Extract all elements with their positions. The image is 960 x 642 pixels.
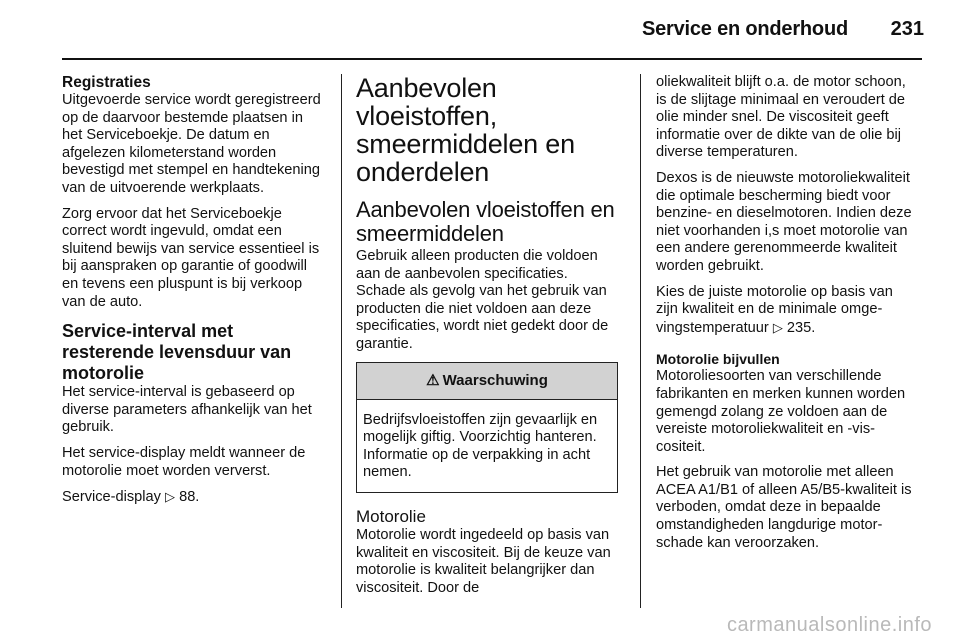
page-reference-link[interactable]: 235. bbox=[786, 319, 816, 336]
header-divider bbox=[62, 58, 922, 60]
column-divider bbox=[640, 74, 641, 608]
paragraph: Motorolie wordt ingedeeld op basis van kwaliteit en viscositeit. Bij de keuze van motorolie is kwaliteit belangrijker dan viscositeit. Door de bbox=[356, 526, 611, 596]
paragraph: Het service-display meldt wanneer de motorolie moet worden ververst. bbox=[62, 444, 306, 479]
arrow-ref-icon: ▷ bbox=[772, 319, 783, 335]
arrow-ref-icon: ▷ bbox=[165, 489, 176, 505]
watermark: carmanualsonline.info bbox=[726, 614, 932, 636]
column-divider bbox=[341, 74, 342, 608]
motorolie-heading: Motorolie bbox=[356, 506, 426, 526]
paragraph: Zorg ervoor dat het Serviceboekje correct wordt ingevuld, omdat een sluitend bewijs van service essentieel is bij aanspraken op garantie of goodwill en tevens een pluspunt is bij verkoop van de auto. bbox=[62, 205, 320, 310]
paragraph bbox=[656, 284, 918, 338]
paragraph: Uitgevoerde service wordt geregistreerd op de daarvoor bestemde plaatsen in het Serviceboekje. De datum en afgelezen kilometerstand worden bevestigd met stempel en handtekening van de uitvoerende werkplaats. bbox=[62, 92, 321, 196]
paragraph: oliekwaliteit blijft o.a. de motor schoon, is de slijtage minimaal en veroudert de olie minder snel. De viscositeit geeft informatie over de dikte van de olie bij diverse temperaturen. bbox=[656, 74, 906, 161]
page-title: Service en onderhoud bbox=[641, 18, 848, 40]
warning-box bbox=[356, 362, 618, 493]
warning-title: Waarschuwing bbox=[442, 371, 548, 389]
registraties-heading: Registraties bbox=[62, 74, 151, 91]
column-left bbox=[62, 74, 324, 515]
paragraph: Motoroliesoorten van verschillende fabrikanten en merken kunnen worden gemengd zolang ze voldoen aan de vereiste motoroliekwaliteit en -viscositeit. bbox=[656, 368, 906, 455]
section-title: Aanbevolen vloeistoffen, smeermiddelen en onderdelen bbox=[356, 73, 575, 187]
paragraph-text: Kies de juiste motorolie op basis van zijn kwaliteit en de minimale omgevingstemperatuur bbox=[656, 283, 893, 336]
page-header bbox=[0, 0, 960, 60]
paragraph: Het gebruik van motorolie met alleen ACEA A1/B1 of alleen A5/B5-kwaliteit is verboden, omdat deze in bepaalde omstandigheden langdurige motorschade kan veroorzaken. bbox=[656, 464, 912, 551]
warning-triangle-icon: ⚠ bbox=[426, 371, 440, 389]
warning-body: Bedrijfsvloeistoffen zijn gevaarlijk en mogelijk giftig. Voorzichtig hanteren. Informatie op de verpakking in acht nemen. bbox=[363, 411, 598, 481]
subsection-title: Aanbevolen vloeistoffen en smeermiddelen bbox=[356, 197, 615, 246]
service-interval-heading: Service-interval met resterende levensduur van motorolie bbox=[62, 321, 292, 384]
column-right bbox=[656, 74, 918, 560]
column-middle bbox=[356, 74, 618, 605]
paragraph: Dexos is de nieuwste motoroliekwaliteit die optimale bescherming biedt voor benzine- en dieselmotoren. Indien deze niet voorhanden i,s moet motorolie van een andere gerenommeerde kwaliteit worden gebruikt. bbox=[656, 169, 912, 274]
page-reference-link[interactable]: 88. bbox=[179, 489, 200, 506]
motorolie-bijvullen-heading: Motorolie bijvullen bbox=[656, 351, 780, 368]
page-number: 231 bbox=[890, 18, 924, 40]
paragraph: Het service-interval is gebaseerd op diverse parameters afhankelijk van het gebruik. bbox=[62, 384, 312, 436]
service-display-text: Service-display bbox=[62, 489, 161, 506]
paragraph bbox=[62, 488, 324, 507]
paragraph: Gebruik alleen producten die voldoen aan de aanbevolen specificaties. Schade als gevolg van het gebruik van producten die niet voldoen aan deze specificaties, wordt niet gedekt door de garantie. bbox=[356, 248, 609, 352]
warning-header bbox=[357, 363, 617, 400]
